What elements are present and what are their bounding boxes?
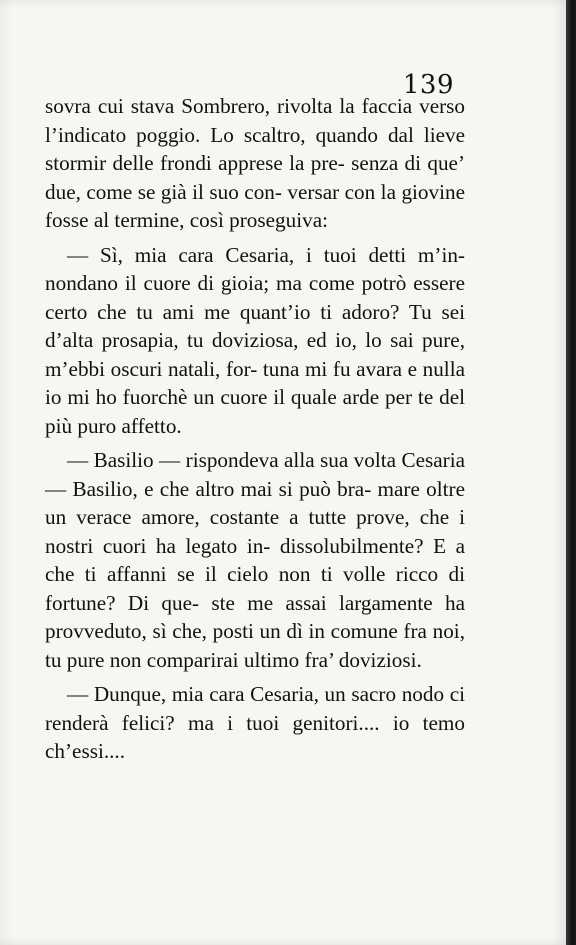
page-text [45, 92, 465, 766]
paragraph-4: — Dunque, mia cara Cesaria, un sacro nodo ci renderà felici? ma i tuoi genitori.... io temo ch’essi.... [45, 682, 465, 763]
paragraph-3: — Basilio — rispondeva alla sua volta Cesaria — Basilio, e che altro mai si può bra- mare oltre un verace amore, costante a tutte prove, che i nostri cuori ha legato in- dissolubilmente? E a che ti affanni se il cielo non ti volle ricco di fortune? Di que- ste me assai largamente ha provveduto, sì che, posti un dì in comune fra noi, tu pure non comparirai ultimo fra’ doviziosi. [45, 448, 465, 672]
page-edge [566, 0, 576, 945]
page-number: 139 [402, 70, 454, 100]
paragraph-2: — Sì, mia cara Cesaria, i tuoi detti m’in- nondano il cuore di gioia; ma come potrò essere certo che tu ami me quant’io ti adoro? Tu sei d’alta prosapia, tu doviziosa, ed io, lo sai pure, m’ebbi oscuri natali, for- tuna mi fu avara e nulla io mi ho fuorchè un cuore il quale arde per te del più puro affetto. [45, 242, 465, 438]
paragraph-1: sovra cui stava Sombrero, rivolta la faccia verso l’indicato poggio. Lo scaltro, quando dal lieve stormir delle frondi apprese la pre- senza di que’ due, come se già il suo con- versar con la giovine fosse al termine, così proseguiva: [45, 94, 465, 232]
